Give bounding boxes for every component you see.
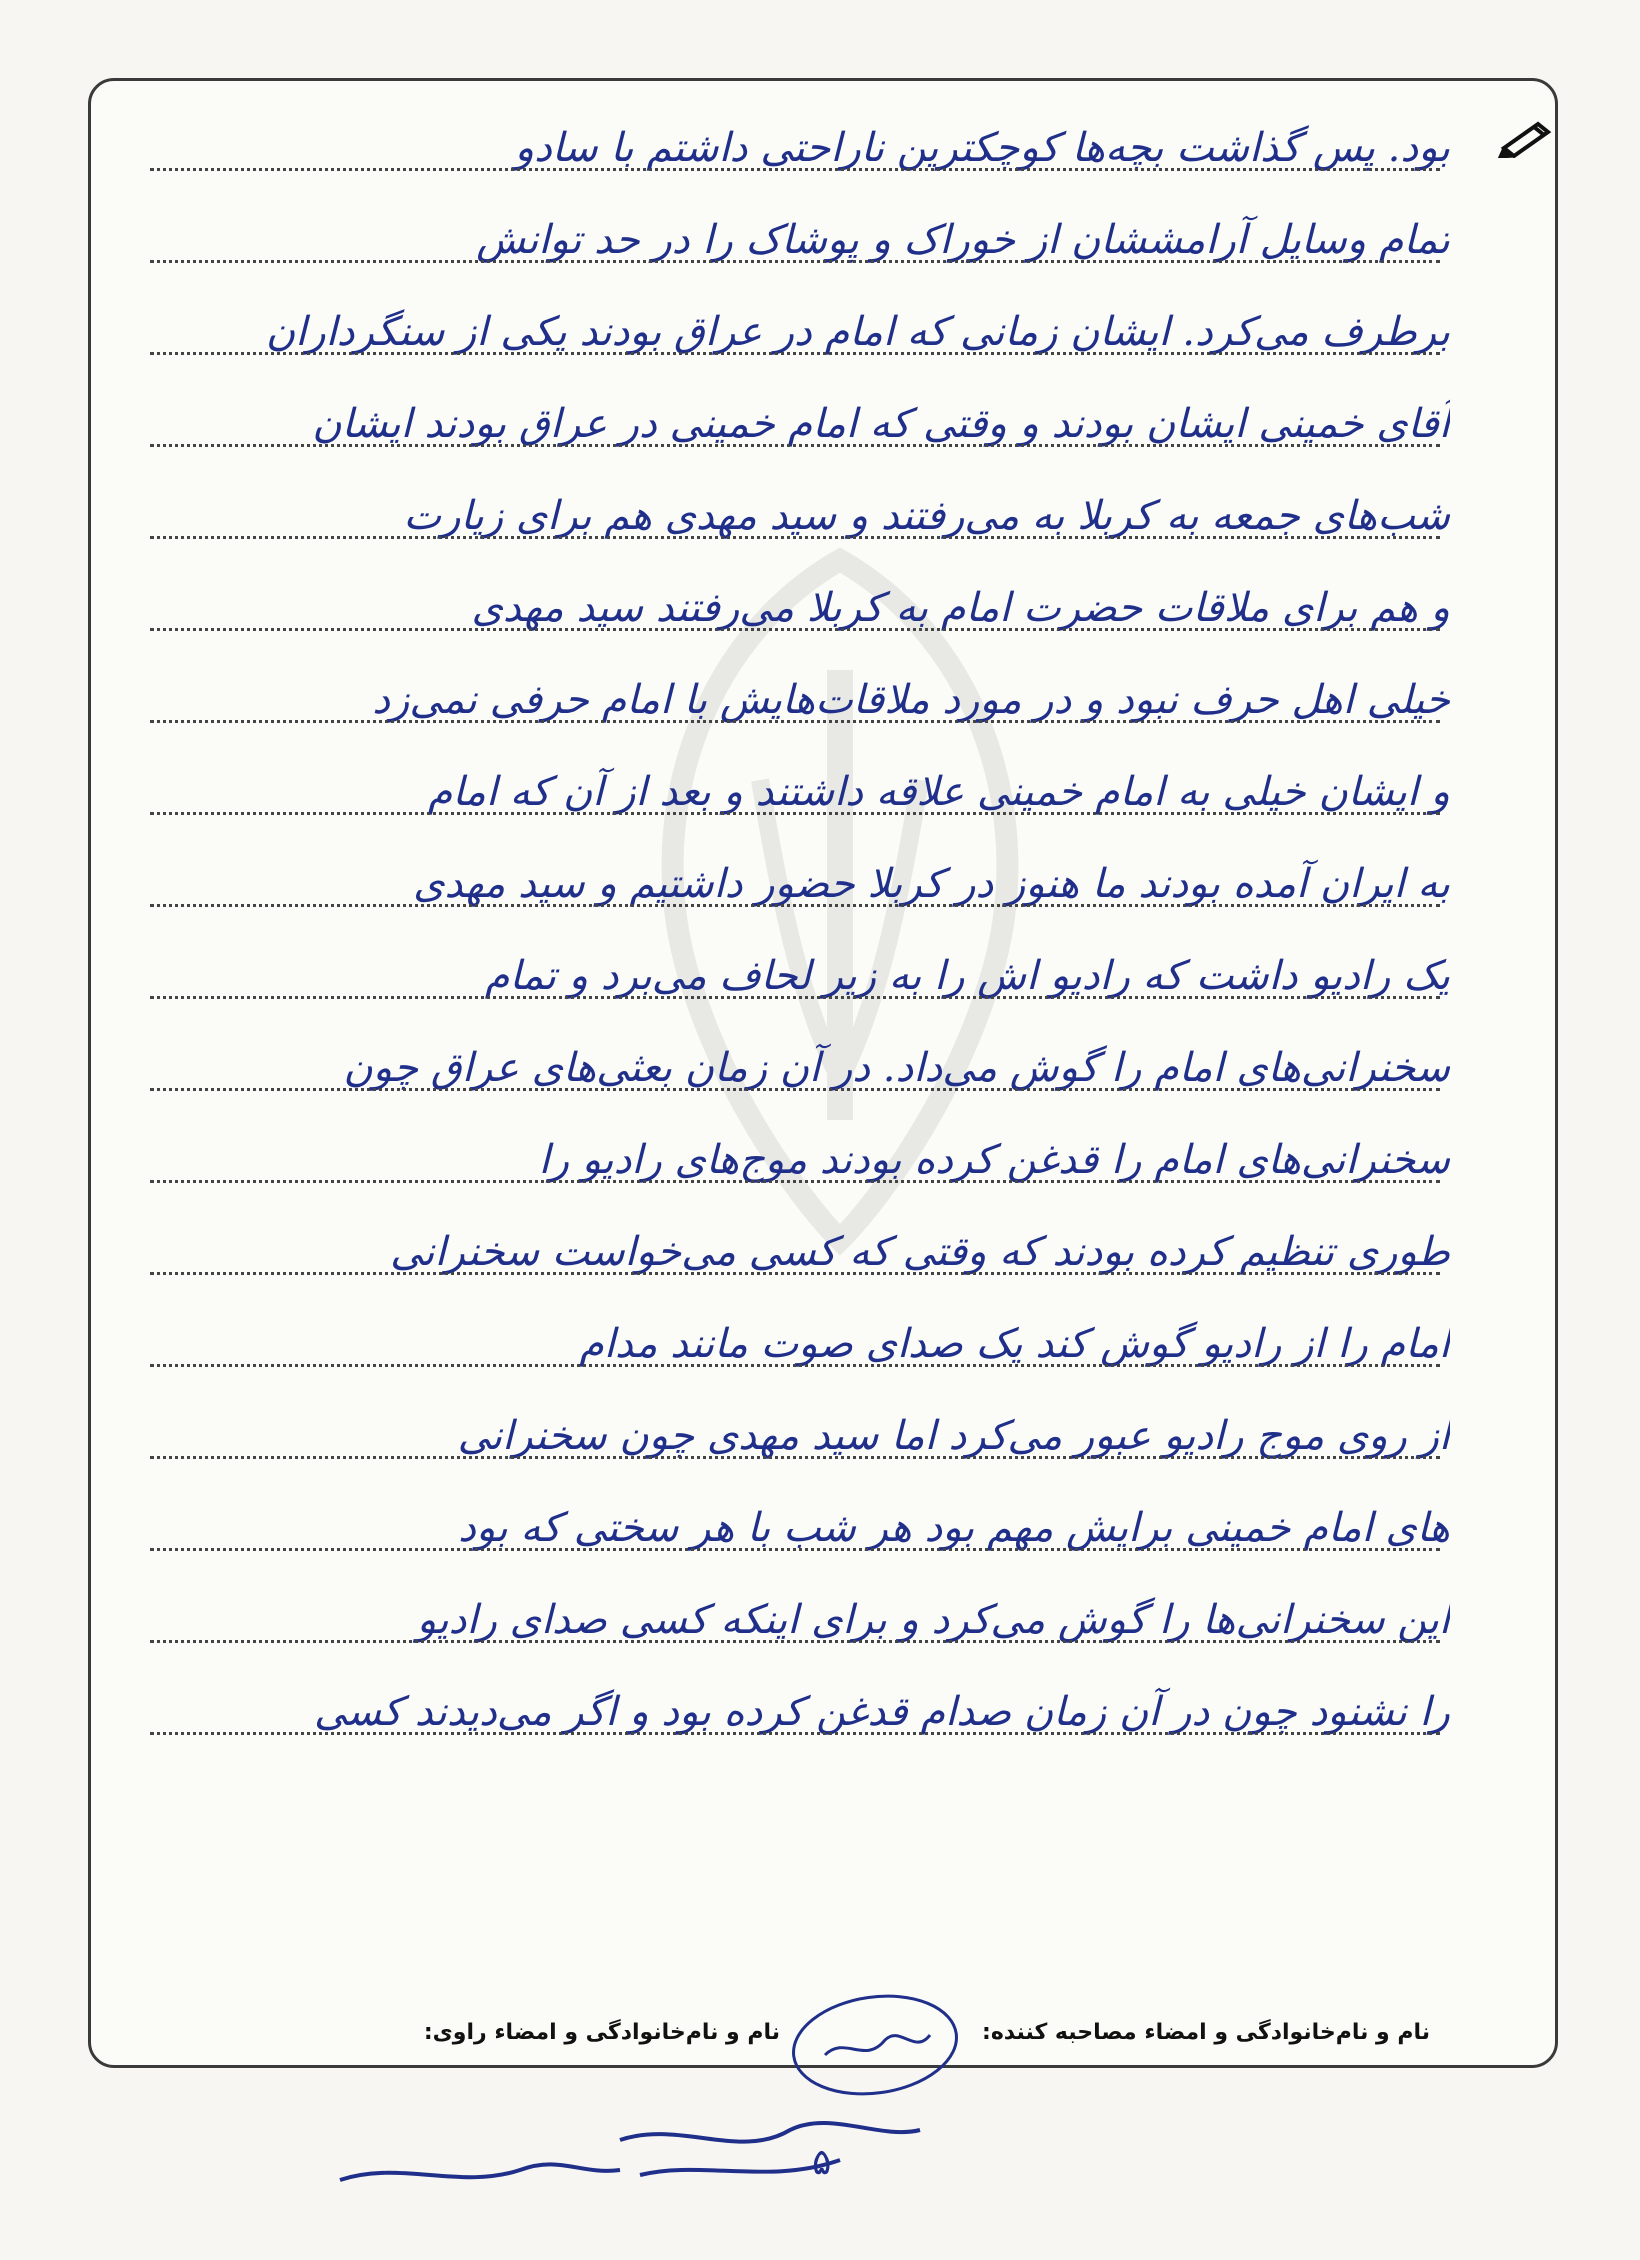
ruled-line — [150, 260, 1440, 263]
page-number: ۵ — [812, 2142, 832, 2183]
pencil-icon — [1498, 118, 1554, 158]
handwritten-line: یک رادیو داشت که رادیو اش را به زیر لحاف می‌برد و تمام — [484, 953, 1450, 999]
ruled-line — [150, 1640, 1440, 1643]
handwritten-line: سخنرانی‌های امام را گوش می‌داد. در آن زمان بعثی‌های عراق چون — [343, 1045, 1450, 1091]
ruled-line — [150, 536, 1440, 539]
handwritten-line: را نشنود چون در آن زمان صدام قدغن کرده بود و اگر می‌دیدند کسی — [313, 1689, 1450, 1735]
handwritten-line: های امام خمینی برایش مهم بود هر شب با هر سختی که بود — [458, 1505, 1450, 1551]
ruled-line — [150, 1456, 1440, 1459]
ruled-line — [150, 904, 1440, 907]
ruled-line — [150, 1732, 1440, 1735]
handwritten-line: خیلی اهل حرف نبود و در مورد ملاقات‌هایش با امام حرفی نمی‌زد — [372, 677, 1450, 723]
handwritten-line: آقای خمینی ایشان بودند و وقتی که امام خمینی در عراق بودند ایشان — [312, 401, 1450, 447]
ruled-line — [150, 996, 1440, 999]
ruled-line — [150, 1364, 1440, 1367]
ruled-line — [150, 168, 1440, 171]
handwritten-line: و هم برای ملاقات حضرت امام به کربلا می‌رفتند سید مهدی — [471, 585, 1450, 631]
ruled-line — [150, 352, 1440, 355]
handwritten-line: طوری تنظیم کرده بودند که وقتی که کسی می‌خواست سخنرانی — [390, 1229, 1450, 1275]
interviewer-signature — [785, 1985, 965, 2105]
handwritten-line: از روی موج رادیو عبور می‌کرد اما سید مهدی چون سخنرانی — [457, 1413, 1450, 1459]
ruled-line — [150, 1180, 1440, 1183]
ruled-line — [150, 720, 1440, 723]
ruled-line — [150, 1088, 1440, 1091]
handwritten-line: سخنرانی‌های امام را قدغن کرده بودند موج‌های رادیو را — [538, 1137, 1450, 1183]
handwritten-line: برطرف می‌کرد. ایشان زمانی که امام در عراق بودند یکی از سنگرداران — [265, 309, 1450, 355]
interviewer-signature-label: نام و نام‌خانوادگی و امضاء مصاحبه کننده: — [982, 2020, 1430, 2045]
handwritten-line: به ایران آمده بودند ما هنوز در کربلا حضور داشتیم و سید مهدی — [413, 861, 1450, 907]
handwritten-line: تمام وسایل آرامششان از خوراک و پوشاک را در حد توانش — [476, 217, 1450, 263]
handwritten-line: بود. پس گذاشت بچه‌ها کوچکترین ناراحتی داشتم با سادو — [514, 125, 1450, 171]
ruled-line — [150, 812, 1440, 815]
ruled-line — [150, 628, 1440, 631]
ruled-line — [150, 1272, 1440, 1275]
handwritten-line: و ایشان خیلی به امام خمینی علاقه داشتند و بعد از آن که امام — [427, 769, 1450, 815]
handwritten-line: این سخنرانی‌ها را گوش می‌کرد و برای اینکه کسی صدای رادیو — [416, 1597, 1450, 1643]
narrator-signature — [320, 2100, 940, 2210]
handwritten-line: شب‌های جمعه به کربلا به می‌رفتند و سید مهدی هم برای زیارت — [403, 493, 1450, 539]
handwritten-line: امام را از رادیو گوش کند یک صدای صوت مانند مدام — [579, 1321, 1450, 1367]
narrator-signature-label: نام و نام‌خانوادگی و امضاء راوی: — [423, 2020, 780, 2045]
ruled-line — [150, 444, 1440, 447]
ruled-line — [150, 1548, 1440, 1551]
